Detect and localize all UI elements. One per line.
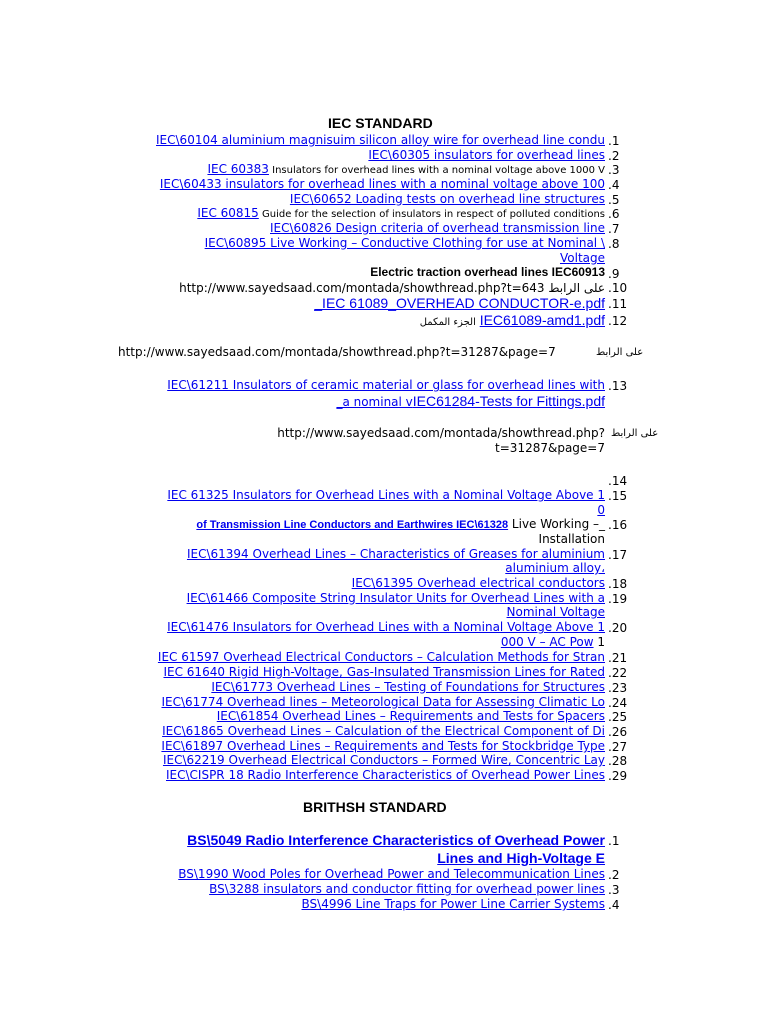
iec-item-20-cont: 000 V – AC Pow 1 (500, 635, 605, 649)
list-number: .3 (608, 163, 620, 177)
list-number: .12 (608, 314, 628, 328)
list-number: .27 (608, 740, 628, 754)
iec-item-20[interactable] (167, 620, 605, 634)
iec-link[interactable]: IEC\62219 Overhead Electrical Conductors – Formed Wire, Concentric Lay (162, 753, 605, 767)
iec-item-25[interactable] (217, 709, 605, 723)
iec-item-28[interactable] (163, 753, 605, 767)
iec-link[interactable]: IEC 61325 Insulators for Overhead Lines with a Nominal Voltage Above 1 (167, 488, 605, 502)
iec-link[interactable]: IEC\60652 Loading tests on overhead line structures (289, 192, 605, 206)
iec-item-27[interactable] (161, 739, 605, 753)
item-description: Guide for the selection of insulators in respect of polluted conditions (258, 209, 605, 220)
list-number: .29 (608, 769, 628, 783)
iec-section-title: IEC STANDARD (328, 115, 433, 131)
iec-link[interactable]: IEC\61865 Overhead Lines – Calculation of the Electrical Component of Di (162, 724, 605, 738)
iec-item-16 (196, 517, 605, 532)
bs-item-4[interactable] (302, 897, 605, 911)
iec-link[interactable]: IEC\61395 Overhead electrical conductors (351, 576, 605, 590)
list-number: .1 (608, 834, 620, 848)
iec-item-19[interactable] (187, 591, 605, 605)
list-number: .4 (608, 178, 620, 192)
iec-item-10 (179, 281, 605, 295)
iec-link[interactable]: IEC\61466 Composite String Insulator Units for Overhead Lines with a (186, 591, 605, 605)
iec-item-7[interactable] (270, 221, 605, 235)
iec-item-8-cont[interactable] (560, 251, 605, 265)
iec-link[interactable]: IEC\61211 Insulators of ceramic material or glass for overhead lines with (167, 378, 605, 392)
iec-link[interactable]: IEC\60104 aluminium magnisuim silicon alloy wire for overhead line condu (156, 133, 605, 147)
bs-section-title: BRITHSH STANDARD (303, 799, 447, 815)
bs-link[interactable]: BS\5049 Radio Interference Characteristics of Overhead Power (187, 832, 605, 848)
pdf-link[interactable]: IEC61284-Tests for Fittings.pdf (412, 393, 605, 409)
iec-link[interactable]: IEC 60383 (207, 162, 269, 176)
list-number: .8 (608, 237, 620, 251)
list-number: .22 (608, 666, 628, 680)
iec-link[interactable]: IEC\61897 Overhead Lines – Requirements and Tests for Stockbridge Type (161, 739, 605, 753)
list-number: .5 (608, 193, 620, 207)
iec-item-15[interactable] (167, 488, 605, 502)
arabic-note: الجزء المكمل (419, 317, 476, 328)
bs-link[interactable]: BS\4996 Line Traps for Power Line Carrier Systems (301, 897, 605, 911)
bs-link[interactable]: BS\3288 insulators and conductor fitting for overhead power lines (209, 882, 605, 896)
iec-item-5[interactable] (290, 192, 605, 206)
iec-item-3 (207, 162, 605, 178)
iec-item-18[interactable] (352, 576, 605, 590)
iec-item-2[interactable] (368, 148, 605, 162)
iec-item-29[interactable] (166, 768, 605, 782)
iec-item-12 (420, 312, 605, 331)
iec-link[interactable]: IEC 60815 (197, 206, 259, 220)
list-number: .20 (608, 621, 628, 635)
iec-link[interactable]: IEC\61774 Overhead lines – Meteorological Data for Assessing Climatic Lo (161, 695, 605, 709)
bs-item-3[interactable] (209, 882, 605, 896)
forum-url: http://www.sayedsaad.com/montada/showthread.php? (277, 426, 605, 440)
iec-item-15-cont[interactable]: 0 (597, 503, 605, 517)
list-number: .1 (608, 134, 620, 148)
iec-item-19-cont[interactable]: Nominal Voltage (506, 605, 605, 619)
list-number: .2 (608, 868, 620, 882)
item-url: http://www.sayedsaad.com/montada/showthread.php?t=643 (179, 281, 545, 295)
list-number: .21 (608, 651, 628, 665)
bs-link[interactable]: BS\1990 Wood Poles for Overhead Power and Telecommunication Lines (178, 867, 605, 881)
list-number: .2 (608, 149, 620, 163)
iec-link[interactable]: IEC\61394 Overhead Lines – Characteristics of Greases for aluminium (186, 547, 605, 561)
iec-item-17-cont[interactable]: aluminium alloy، (505, 561, 605, 575)
iec-item-17[interactable] (187, 547, 605, 561)
iec-item-9: Electric traction overhead lines IEC60913 (370, 265, 605, 279)
list-number: .11 (608, 297, 628, 311)
list-number: .4 (608, 898, 620, 912)
list-number: .14 (608, 474, 628, 488)
iec-link[interactable]: IEC 61597 Overhead Electrical Conductors – Calculation Methods for Stran (157, 650, 605, 664)
iec-item-22[interactable] (163, 665, 605, 679)
list-number: .9 (608, 267, 620, 281)
item-description: Insulators for overhead lines with a nominal voltage above 1000 V (268, 165, 605, 176)
list-number: .7 (608, 222, 620, 236)
list-number: .6 (608, 207, 620, 221)
list-number: .19 (608, 592, 628, 606)
list-number: .15 (608, 489, 628, 503)
list-number: .24 (608, 696, 628, 710)
list-number: .28 (608, 754, 628, 768)
iec-link[interactable]: IEC\60433 insulators for overhead lines with a nominal voltage above 100 (159, 177, 605, 191)
bs-item-1[interactable] (187, 832, 605, 849)
arabic-note: على الرابط (611, 428, 659, 439)
iec-item-6 (197, 206, 605, 222)
iec-item-4[interactable] (160, 177, 605, 191)
arabic-note: على الرابط (596, 347, 644, 358)
bs-item-1-cont[interactable]: Lines and High-Voltage E (437, 850, 605, 866)
iec-link[interactable]: IEC\61476 Insulators for Overhead Lines with a Nominal Voltage Above 1 (167, 620, 605, 634)
iec-link[interactable]: IEC\61854 Overhead Lines – Requirements and Tests for Spacers (216, 709, 605, 723)
iec-item-24[interactable] (161, 695, 605, 709)
iec-link[interactable]: of Transmission Line Conductors and Earthwires IEC\61328 (196, 519, 509, 531)
pdf-link[interactable]: _IEC 61089_OVERHEAD CONDUCTOR-e.pdf (314, 295, 605, 311)
iec-item-11[interactable] (314, 295, 605, 311)
iec-link[interactable]: _a nominal v (336, 395, 413, 409)
list-number: .26 (608, 725, 628, 739)
iec-item-1[interactable] (156, 133, 605, 147)
list-number: .13 (608, 379, 628, 393)
list-number: .23 (608, 681, 628, 695)
list-number: .3 (608, 883, 620, 897)
iec-item-23[interactable] (211, 680, 605, 694)
iec-item-13[interactable] (167, 378, 605, 392)
iec-item-8[interactable] (205, 236, 605, 250)
list-number: .16 (608, 518, 628, 532)
item-description: Live Working –_ (508, 517, 605, 531)
list-number: .17 (608, 548, 628, 562)
iec-item-26[interactable] (162, 724, 605, 738)
iec-link[interactable]: IEC\60305 insulators for overhead lines (368, 148, 605, 162)
iec-link[interactable]: IEC\60826 Design criteria of overhead transmission line (270, 221, 605, 235)
bs-item-2[interactable] (178, 867, 605, 881)
pdf-link[interactable]: IEC61089-amd1.pdf (479, 312, 605, 328)
arabic-note: على الرابط (548, 281, 605, 295)
iec-link[interactable]: Voltage (559, 251, 605, 265)
iec-link[interactable]: IEC\CISPR 18 Radio Interference Characteristics of Overhead Power Lines (165, 768, 605, 782)
iec-item-21[interactable] (158, 650, 605, 664)
list-number: .18 (608, 577, 628, 591)
list-number: .25 (608, 710, 628, 724)
iec-link[interactable]: IEC 61640 Rigid High-Voltage, Gas-Insulated Transmission Lines for Rated (163, 665, 605, 679)
forum-url: http://www.sayedsaad.com/montada/showthread.php?t=31287&page=7 (118, 345, 556, 359)
iec-item-16-cont: Installation (538, 532, 605, 546)
iec-link[interactable]: IEC\61773 Overhead Lines – Testing of Foundations for Structures (211, 680, 605, 694)
iec-link[interactable]: IEC\60895 Live Working – Conductive Clothing for use at Nominal \ (204, 236, 605, 250)
iec-item-13-cont[interactable] (336, 393, 605, 410)
forum-url-cont: t=31287&page=7 (495, 441, 605, 455)
list-number: .10 (608, 281, 628, 295)
